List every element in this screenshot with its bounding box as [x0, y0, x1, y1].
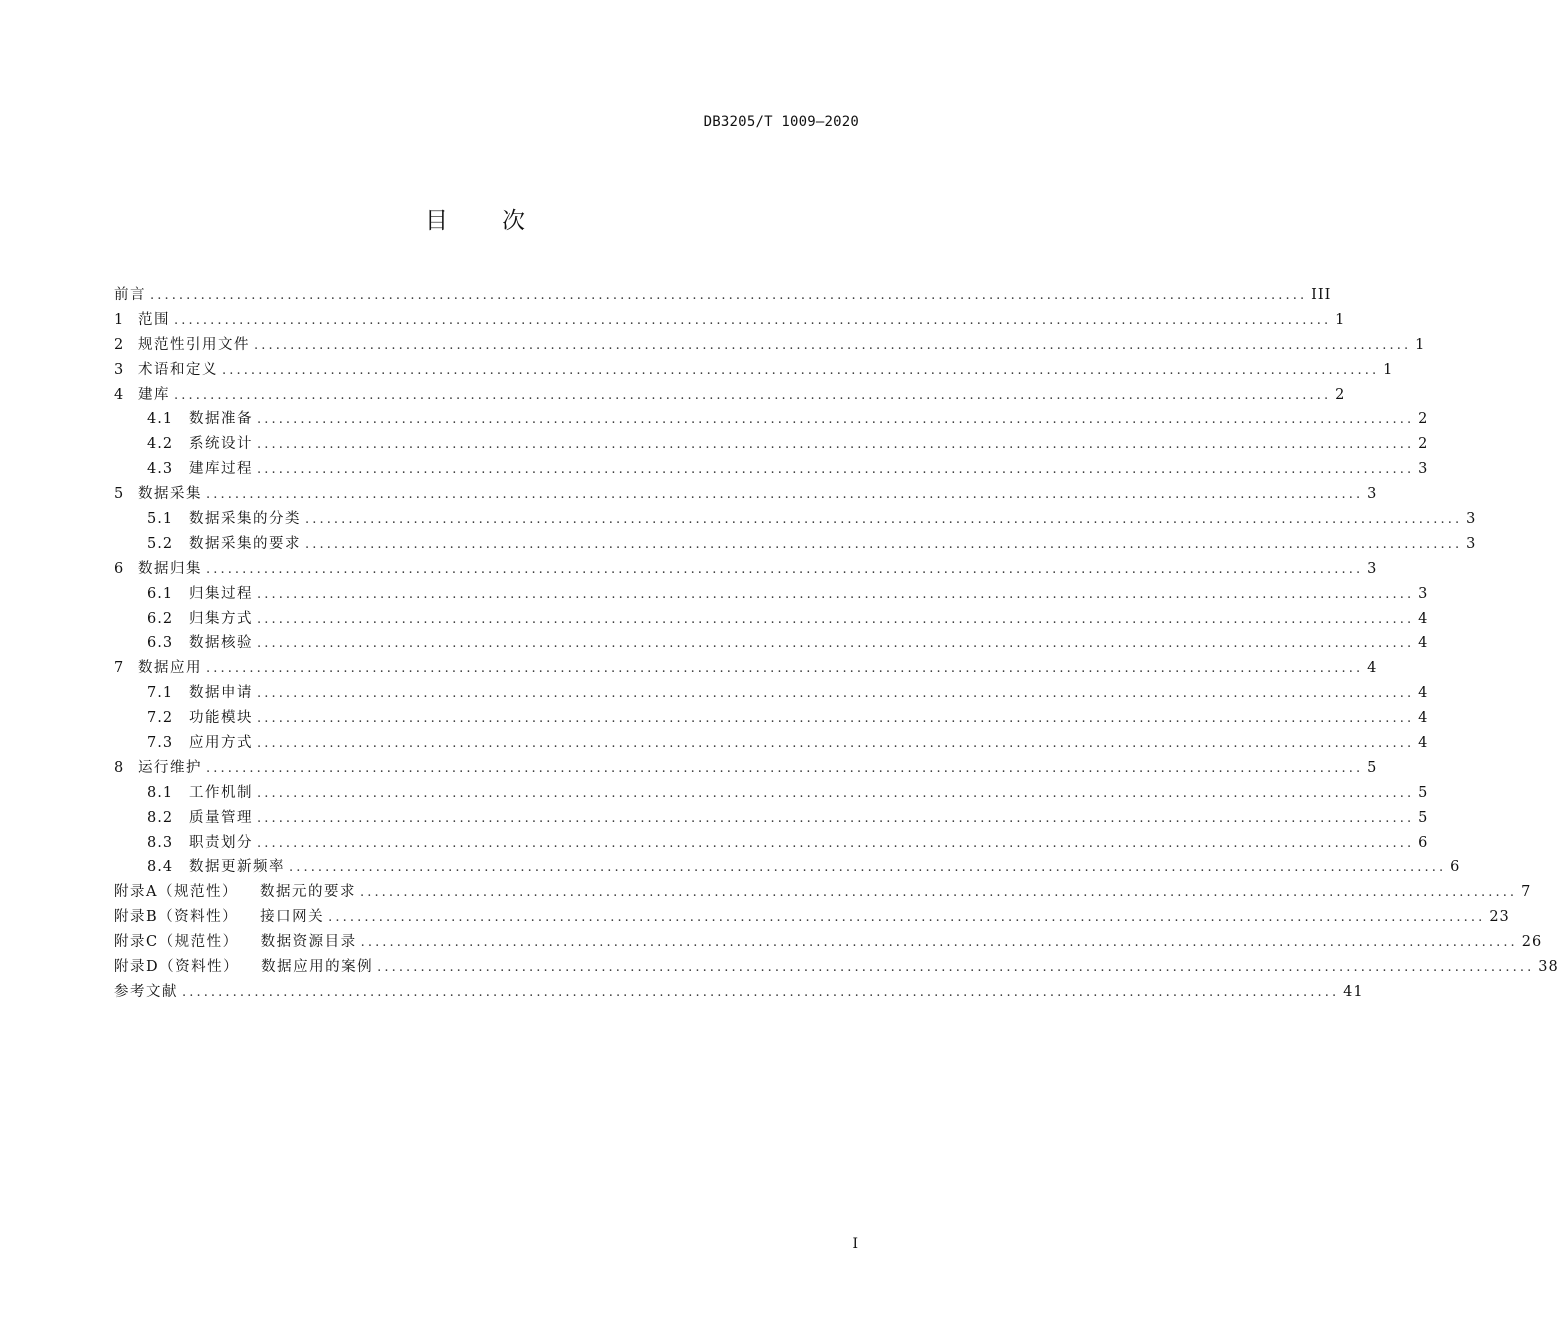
toc-entry-label-text: 前言	[114, 287, 146, 303]
toc-entry-label	[189, 457, 253, 478]
toc-entry[interactable]	[114, 532, 1477, 557]
toc-entry-label-text: 数据应用	[138, 660, 202, 677]
toc-entry-label-text: 规范性引用文件	[138, 336, 250, 353]
toc-entry-page: 6	[1450, 859, 1461, 876]
toc-entry[interactable]	[114, 980, 1364, 1005]
toc-entry-number: 7	[114, 660, 124, 677]
toc-entry[interactable]	[114, 333, 1426, 358]
toc-leader-dots: ................................................................................................................................................................	[206, 487, 1364, 503]
toc-entry-label-text: 数据归集	[138, 560, 202, 577]
document-code: DB3205/T 1009—2020	[703, 114, 859, 130]
toc-entry[interactable]	[114, 731, 1429, 756]
toc-entry-number: 5.1	[147, 511, 174, 528]
toc-entry-page: 5	[1418, 784, 1429, 801]
toc-entry-label	[189, 681, 253, 702]
toc-entry-label	[189, 631, 253, 652]
toc-entry-label-text: 附录A（规范性）	[114, 884, 238, 901]
toc-entry-page: 2	[1335, 386, 1346, 403]
toc-leader-dots: ................................................................................................................................................................	[257, 785, 1415, 801]
toc-entry-number: 5.2	[147, 535, 174, 552]
toc-entry-label-text: 数据采集的要求	[189, 535, 301, 552]
toc-entry-label-text: 系统设计	[189, 436, 253, 453]
toc-leader-dots: ................................................................................................................................................................	[257, 586, 1415, 602]
toc-entry-sublabel: 接口网关	[260, 909, 325, 926]
toc-leader-dots: ................................................................................................................................................................	[206, 760, 1364, 776]
toc-entry-page: 1	[1415, 336, 1426, 353]
toc-entry-label-text: 数据申请	[189, 685, 253, 702]
toc-entry[interactable]	[114, 930, 1543, 955]
toc-entry-label	[189, 432, 253, 453]
toc-entry-label	[138, 482, 202, 503]
toc-leader-dots: ................................................................................................................................................................	[174, 387, 1332, 403]
toc-entry-number: 8	[114, 759, 124, 776]
toc-leader-dots: ................................................................................................................................................................	[257, 835, 1415, 851]
toc-entry-label-text: 建库	[138, 386, 170, 403]
page-number: I	[852, 1236, 858, 1252]
toc-entry-label	[138, 383, 170, 404]
toc-entry[interactable]	[114, 806, 1429, 831]
toc-entry-label	[138, 333, 250, 354]
toc-entry-page: 3	[1466, 535, 1477, 552]
toc-entry-label-text: 功能模块	[189, 710, 253, 727]
toc-entry-number: 8.1	[147, 784, 174, 801]
toc-entry-label-text: 附录B（资料性）	[114, 909, 239, 926]
toc-entry-page: 4	[1418, 685, 1429, 702]
toc-leader-dots: ................................................................................................................................................................	[257, 711, 1415, 727]
toc-entry-label-text: 建库过程	[189, 461, 253, 478]
toc-entry-label	[189, 582, 253, 603]
toc-entry-label	[189, 706, 253, 727]
toc-entry[interactable]	[114, 706, 1429, 731]
toc-entry[interactable]	[114, 607, 1429, 632]
toc-entry-number: 6.3	[147, 635, 174, 652]
toc-entry-page: 5	[1418, 809, 1429, 826]
toc-entry-page: 2	[1418, 411, 1429, 428]
toc-entry-number: 8.2	[147, 809, 174, 826]
toc-leader-dots: ................................................................................................................................................................	[206, 661, 1364, 677]
toc-entry-page: 4	[1418, 610, 1429, 627]
toc-entry-label	[189, 781, 253, 802]
toc-entry-page: 3	[1367, 486, 1378, 503]
toc-entry-page: 1	[1335, 311, 1346, 328]
toc-entry-label	[189, 855, 285, 876]
toc-entry-label-text: 归集方式	[189, 610, 253, 627]
toc-entry-number: 8.4	[147, 859, 174, 876]
toc-entry[interactable]	[114, 681, 1429, 706]
toc-entry-page: 6	[1418, 834, 1429, 851]
toc-leader-dots: ................................................................................................................................................................	[254, 337, 1412, 353]
toc-entry[interactable]	[114, 507, 1477, 532]
toc-leader-dots: ................................................................................................................................................................	[257, 437, 1415, 453]
toc-entry-page: III	[1311, 287, 1332, 303]
toc-entry-label-text: 范围	[138, 311, 170, 328]
toc-entry-label	[189, 607, 253, 628]
toc-title: 目次	[425, 208, 579, 234]
toc-entry[interactable]	[114, 781, 1429, 806]
toc-entry-label	[138, 358, 218, 379]
toc-entry-page: 26	[1521, 934, 1543, 951]
toc-entry-sublabel: 数据元的要求	[259, 884, 356, 901]
toc-entry[interactable]	[114, 432, 1429, 457]
toc-entry-label-text: 数据准备	[189, 411, 253, 428]
toc-leader-dots: ................................................................................................................................................................	[174, 312, 1332, 328]
toc-leader-dots: ................................................................................................................................................................	[257, 810, 1415, 826]
toc-entry-label-text: 数据更新频率	[189, 859, 285, 876]
toc-entry-label	[189, 731, 253, 752]
toc-leader-dots: ................................................................................................................................................................	[257, 636, 1415, 652]
toc-entry-label	[189, 507, 301, 528]
toc-entry-page: 41	[1343, 983, 1364, 1000]
toc-entry-page: 3	[1418, 461, 1429, 478]
toc-leader-dots: ................................................................................................................................................................	[257, 412, 1415, 428]
toc-entry-label-text: 附录D（资料性）	[114, 959, 240, 976]
toc-entry[interactable]	[114, 358, 1394, 383]
toc-leader-dots: ................................................................................................................................................................	[289, 860, 1447, 876]
toc-entry-label	[138, 656, 202, 677]
toc-entry-number: 6.2	[147, 610, 174, 627]
toc-leader-dots: ................................................................................................................................................................	[257, 611, 1415, 627]
toc-entry-number: 7.2	[147, 710, 174, 727]
toc-entry-number: 4.3	[147, 461, 174, 478]
toc-entry-label-text: 应用方式	[189, 735, 253, 752]
toc-entry-number: 7.1	[147, 685, 174, 702]
toc-entry-number: 5	[114, 486, 124, 503]
toc-entry-number: 7.3	[147, 735, 174, 752]
toc-entry-sublabel: 数据应用的案例	[261, 959, 374, 976]
toc-entry-label	[189, 831, 253, 852]
toc-entry-label	[114, 955, 373, 976]
toc-entry-label-text: 参考文献	[114, 983, 178, 1000]
toc-entry-number: 4	[114, 386, 124, 403]
toc-entry[interactable]	[114, 880, 1532, 905]
toc-entry-number: 3	[114, 361, 124, 378]
toc-entry-label-text: 工作机制	[189, 784, 253, 801]
toc-entry[interactable]	[114, 557, 1378, 582]
toc-entry-page: 4	[1418, 710, 1429, 727]
toc-entry-number: 6	[114, 560, 124, 577]
toc-entry-page: 38	[1538, 959, 1559, 976]
toc-entry-page: 3	[1367, 560, 1378, 577]
toc-entry-label	[138, 756, 202, 777]
toc-entry-number: 2	[114, 336, 124, 353]
toc-entry-label	[189, 532, 301, 553]
toc-leader-dots: ................................................................................................................................................................	[222, 362, 1380, 378]
toc-entry-label	[138, 308, 170, 329]
toc-entry[interactable]	[114, 283, 1332, 308]
toc-entry-page: 2	[1418, 436, 1429, 453]
toc-leader-dots: ................................................................................................................................................................	[257, 736, 1415, 752]
toc-leader-dots: ................................................................................................................................................................	[206, 561, 1364, 577]
toc-entry-label-text: 数据采集	[138, 486, 202, 503]
toc-entry-label	[189, 806, 253, 827]
toc-entry-page: 4	[1367, 660, 1378, 677]
toc-entry-label-text: 职责划分	[189, 834, 253, 851]
toc-leader-dots: ................................................................................................................................................................	[328, 910, 1486, 926]
toc-entry-sublabel: 数据资源目录	[260, 934, 357, 951]
toc-entry[interactable]	[114, 855, 1461, 880]
toc-entry-page: 4	[1418, 635, 1429, 652]
table-of-contents	[114, 283, 1559, 1005]
toc-entry-label-text: 质量管理	[189, 809, 253, 826]
toc-entry-label	[114, 980, 178, 1001]
toc-leader-dots: ................................................................................................................................................................	[360, 935, 1518, 951]
toc-entry-page: 1	[1383, 361, 1394, 378]
toc-entry-label-text: 运行维护	[138, 759, 202, 776]
toc-entry[interactable]	[114, 831, 1429, 856]
toc-entry-page: 5	[1367, 759, 1378, 776]
toc-entry[interactable]	[114, 308, 1346, 333]
toc-entry-label	[138, 557, 202, 578]
toc-entry-label-text: 数据核验	[189, 635, 253, 652]
toc-entry[interactable]	[114, 407, 1429, 432]
toc-entry-number: 6.1	[147, 585, 174, 602]
toc-entry[interactable]	[114, 631, 1429, 656]
toc-entry-label-text: 附录C（规范性）	[114, 934, 239, 951]
toc-leader-dots: ................................................................................................................................................................	[359, 885, 1518, 901]
toc-entry[interactable]	[114, 457, 1429, 482]
toc-entry[interactable]	[114, 656, 1378, 681]
toc-entry[interactable]	[114, 955, 1559, 980]
toc-leader-dots: ................................................................................................................................................................	[257, 462, 1415, 478]
toc-leader-dots: ................................................................................................................................................................	[305, 512, 1463, 528]
toc-entry[interactable]	[114, 582, 1429, 607]
toc-entry[interactable]	[114, 905, 1510, 930]
toc-entry-number: 8.3	[147, 834, 174, 851]
toc-leader-dots: ................................................................................................................................................................	[377, 960, 1535, 976]
toc-entry-label-text: 数据采集的分类	[189, 511, 301, 528]
toc-leader-dots: ................................................................................................................................................................	[257, 686, 1415, 702]
toc-entry-label	[189, 407, 253, 428]
toc-entry-number: 1	[114, 311, 124, 328]
toc-entry-label	[114, 930, 357, 951]
toc-leader-dots: ................................................................................................................................................................	[150, 288, 1308, 303]
toc-entry-label	[114, 283, 146, 304]
toc-leader-dots: ................................................................................................................................................................	[305, 536, 1463, 552]
toc-entry-label	[114, 880, 356, 901]
toc-entry-number: 4.1	[147, 411, 174, 428]
toc-entry-page: 3	[1418, 585, 1429, 602]
toc-entry-page: 3	[1466, 511, 1477, 528]
toc-entry-page: 7	[1521, 884, 1532, 901]
toc-entry-label	[114, 905, 324, 926]
toc-leader-dots: ................................................................................................................................................................	[182, 984, 1340, 1000]
toc-entry[interactable]	[114, 482, 1378, 507]
toc-entry-number: 4.2	[147, 436, 174, 453]
toc-entry[interactable]	[114, 756, 1378, 781]
toc-entry-label-text: 归集过程	[189, 585, 253, 602]
toc-entry-page: 4	[1418, 735, 1429, 752]
toc-entry[interactable]	[114, 383, 1346, 408]
toc-entry-page: 23	[1489, 909, 1510, 926]
toc-entry-label-text: 术语和定义	[138, 361, 218, 378]
